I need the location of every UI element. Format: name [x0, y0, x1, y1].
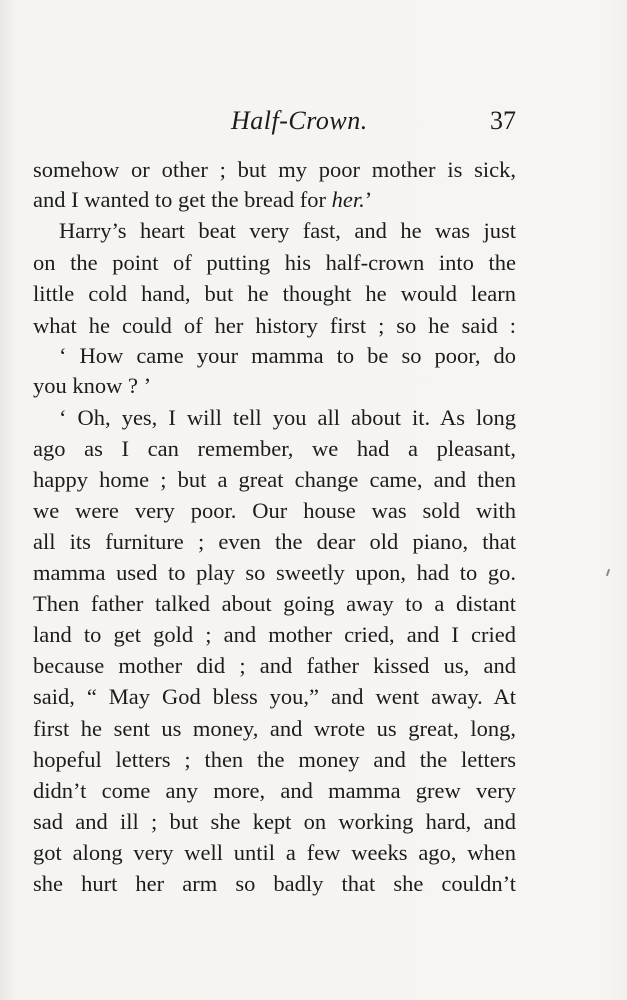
text-line: hopeful letters ; then the money and the letters: [33, 747, 516, 772]
text-line: [33, 185, 516, 215]
italic-word: her.: [331, 187, 365, 212]
text-line: sad and ill ; but she kept on working hard, and: [33, 809, 516, 834]
text-line: first he sent us money, and wrote us great, long,: [33, 716, 516, 741]
text-line: mamma used to play so sweetly upon, had to go.: [33, 560, 516, 585]
text-line: somehow or other ; but my poor mother is sick,: [33, 157, 516, 182]
text-line: ‘ Oh, yes, I will tell you all about it. As long: [59, 405, 516, 430]
text-line: ‘ How came your mamma to be so poor, do: [59, 343, 516, 368]
page-number: 37: [490, 106, 516, 135]
chapter-title: Half-Crown.: [231, 106, 368, 135]
text-segment: and I wanted to get the bread for: [33, 187, 332, 212]
text-line: land to get gold ; and mother cried, and I cried: [33, 622, 516, 647]
text-line: what he could of her history first ; so he said :: [33, 313, 516, 338]
text-line: Harry’s heart beat very fast, and he was just: [59, 218, 516, 243]
closing-quote: ’: [364, 187, 373, 212]
text-line: Then father talked about going away to a distant: [33, 591, 516, 616]
text-line: little cold hand, but he thought he would learn: [33, 281, 516, 306]
text-line: happy home ; but a great change came, and then: [33, 467, 516, 492]
text-line: got along very well until a few weeks ago, when: [33, 840, 516, 865]
text-line: because mother did ; and father kissed us, and: [33, 653, 516, 678]
paper-speck: [606, 569, 610, 576]
text-line: said, “ May God bless you,” and went away. At: [33, 684, 516, 709]
text-line: she hurt her arm so badly that she couldn’t: [33, 871, 516, 896]
text-line: all its furniture ; even the dear old piano, that: [33, 529, 516, 554]
text-line: you know ? ’: [33, 373, 152, 398]
text-line: didn’t come any more, and mamma grew very: [33, 778, 516, 803]
text-line: ago as I can remember, we had a pleasant,: [33, 436, 516, 461]
text-line: on the point of putting his half-crown into the: [33, 250, 516, 275]
text-line: we were very poor. Our house was sold with: [33, 498, 516, 523]
running-head: [33, 106, 516, 142]
